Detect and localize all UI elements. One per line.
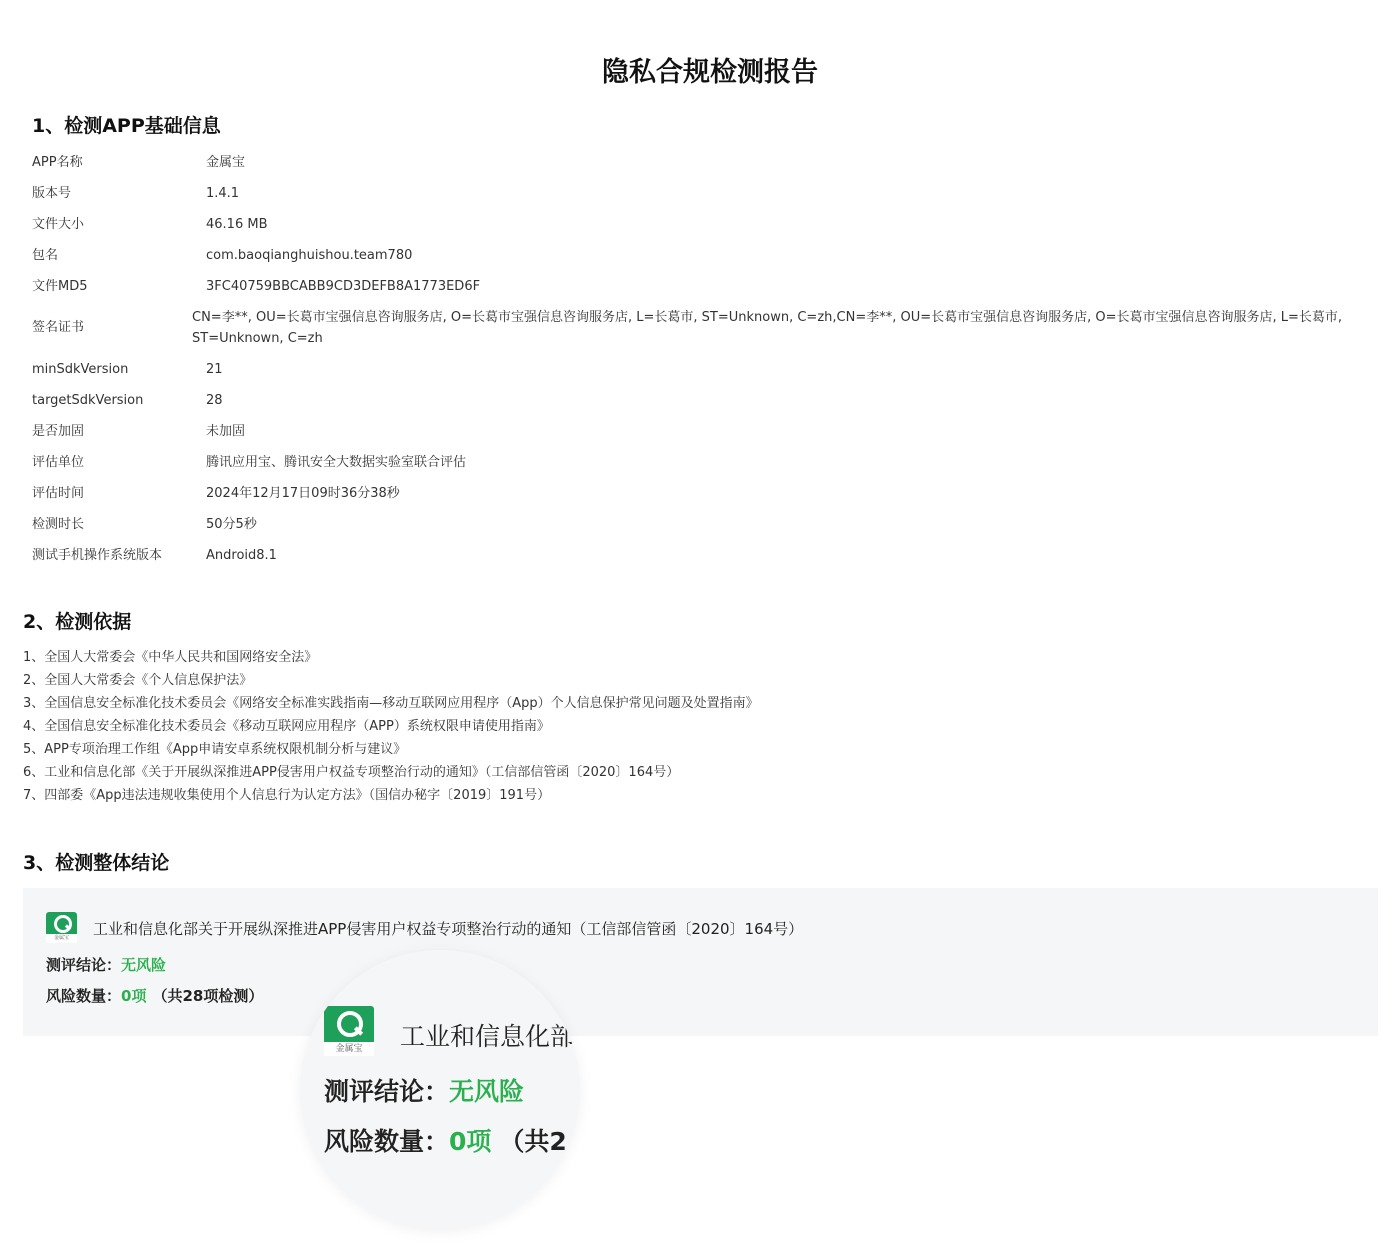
info-value: 未加固 xyxy=(206,424,246,439)
conclusion-panel xyxy=(23,888,1378,1036)
info-key: 签名证书 xyxy=(32,320,85,335)
app-logo-caption: 金属宝 xyxy=(324,1042,374,1056)
basis-item: 1、全国人大常委会《中华人民共和国网络安全法》 xyxy=(23,650,318,665)
report-title: 隐私合规检测报告 xyxy=(602,57,818,88)
info-key: 文件MD5 xyxy=(32,279,88,294)
section-heading-conclusion: 3、检测整体结论 xyxy=(23,852,170,874)
basis-item: 5、APP专项治理工作组《App申请安卓系统权限机制分析与建议》 xyxy=(23,742,407,757)
conclusion-value: 无风险 xyxy=(449,1077,525,1106)
risk-value: 0项 xyxy=(121,987,147,1005)
info-key: targetSdkVersion xyxy=(32,393,144,408)
app-logo-icon xyxy=(46,912,77,943)
magnified-conclusion-row xyxy=(324,1072,524,1108)
basis-item: 4、全国信息安全标准化技术委员会《移动互联网应用程序（APP）系统权限申请使用指南》 xyxy=(23,719,550,734)
info-key: 检测时长 xyxy=(32,517,85,532)
info-value: 50分5秒 xyxy=(206,517,257,532)
risk-label: 风险数量： xyxy=(324,1127,450,1156)
info-value: 腾讯应用宝、腾讯安全大数据实验室联合评估 xyxy=(206,455,467,470)
info-key: 文件大小 xyxy=(32,217,85,232)
conclusion-value: 无风险 xyxy=(121,956,167,974)
notice-title: 工业和信息化部关于开展纵深推进APP侵害用户权益专项整治行动的通知（工信部信管函〔2020〕164号） xyxy=(93,920,804,938)
info-key: 评估时间 xyxy=(32,486,85,501)
basis-item: 2、全国人大常委会《个人信息保护法》 xyxy=(23,673,253,688)
app-logo-icon xyxy=(324,1006,374,1056)
risk-total-fragment: （共2 xyxy=(499,1127,567,1156)
basis-item: 6、工业和信息化部《关于开展纵深推进APP侵害用户权益专项整治行动的通知》（工信部信管函〔2020〕164号） xyxy=(23,765,680,780)
section-heading-basis: 2、检测依据 xyxy=(23,611,132,633)
info-value: Android8.1 xyxy=(206,548,277,563)
info-row xyxy=(32,307,1378,351)
info-value: 3FC40759BBCABB9CD3DEFB8A1773ED6F xyxy=(206,279,481,294)
info-key: 评估单位 xyxy=(32,455,85,470)
risk-row xyxy=(46,985,263,1006)
conclusion-label: 测评结论： xyxy=(324,1077,450,1106)
info-value: 金属宝 xyxy=(206,155,246,170)
info-key: 包名 xyxy=(32,248,59,263)
risk-value: 0项 xyxy=(449,1127,492,1156)
info-key: APP名称 xyxy=(32,155,83,170)
magnifier-lens xyxy=(300,950,580,1230)
info-value: 1.4.1 xyxy=(206,186,240,201)
info-value: CN=李**, OU=长葛市宝强信息咨询服务店, O=长葛市宝强信息咨询服务店, L=长葛市, ST=Unknown, C=zh,CN=李**, OU=长葛市宝强信息咨询服务店, O=长葛市宝强信息咨询服务店, L=长葛市, ST=Unknown, C=zh xyxy=(192,310,1343,346)
info-value: 28 xyxy=(206,393,223,408)
risk-total: （共28项检测） xyxy=(152,987,264,1005)
info-key: minSdkVersion xyxy=(32,362,129,377)
magnified-notice-title: 工业和信息化部 xyxy=(400,1022,576,1051)
section-heading-basic-info: 1、检测APP基础信息 xyxy=(32,115,221,137)
magnified-risk-row xyxy=(324,1122,567,1158)
info-value: 21 xyxy=(206,362,223,377)
info-key: 测试手机操作系统版本 xyxy=(32,548,163,563)
info-key: 版本号 xyxy=(32,186,72,201)
risk-label: 风险数量： xyxy=(46,987,122,1005)
basis-list xyxy=(23,646,759,807)
basis-item: 7、四部委《App违法违规收集使用个人信息行为认定方法》（国信办秘字〔2019〕191号） xyxy=(23,788,551,803)
info-value: 46.16 MB xyxy=(206,217,268,232)
info-value: com.baoqianghuishou.team780 xyxy=(206,248,413,263)
conclusion-label: 测评结论： xyxy=(46,956,122,974)
info-key: 是否加固 xyxy=(32,424,85,439)
app-logo-caption: 金属宝 xyxy=(46,934,77,943)
basis-item: 3、全国信息安全标准化技术委员会《网络安全标准实践指南—移动互联网应用程序（App）个人信息保护常见问题及处置指南》 xyxy=(23,696,759,711)
info-value: 2024年12月17日09时36分38秒 xyxy=(206,486,400,501)
conclusion-row xyxy=(46,954,166,975)
